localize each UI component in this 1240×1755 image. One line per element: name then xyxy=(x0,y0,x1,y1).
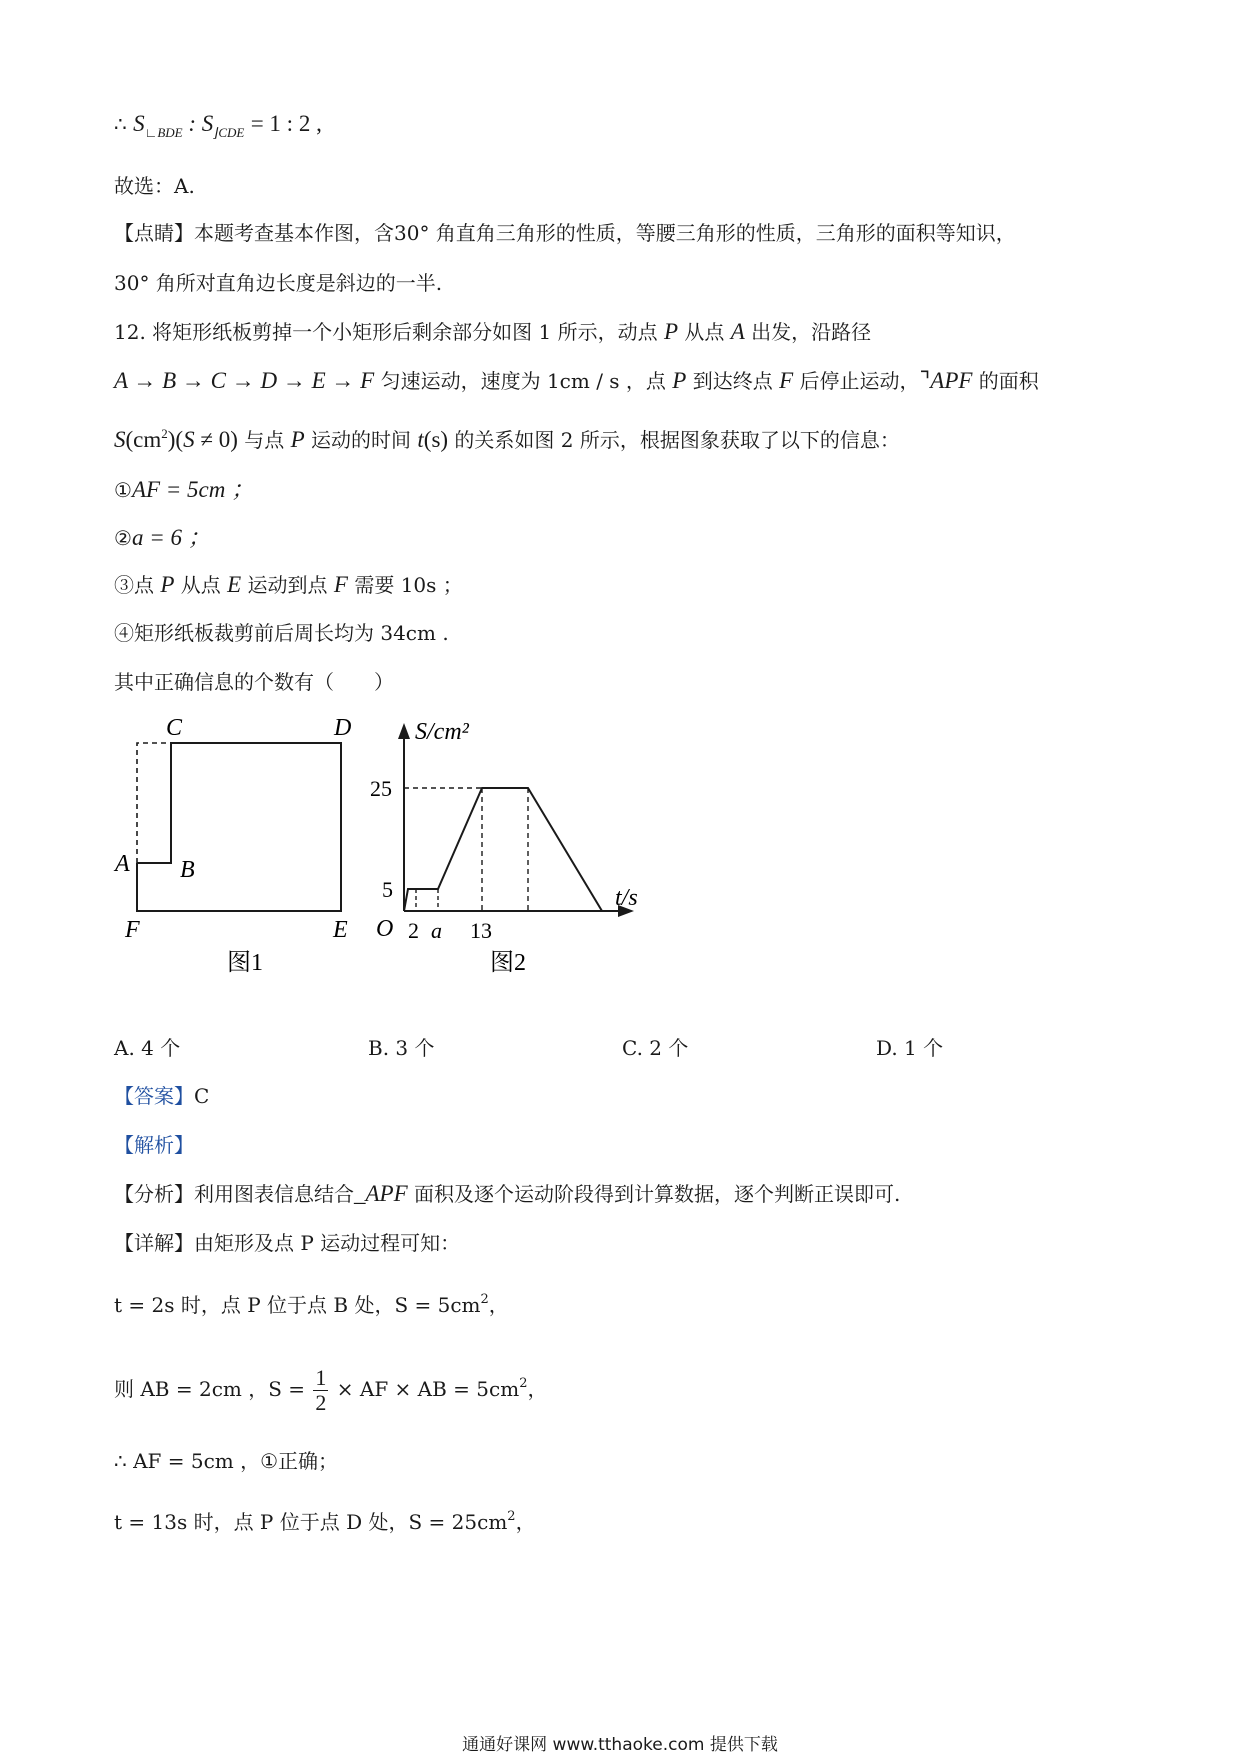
info-1: ①AF = 5cm ； xyxy=(114,477,255,502)
choice-a: A. 4 个 xyxy=(114,1036,181,1060)
label-e: E xyxy=(333,917,348,943)
dianjing-line-2: 30° 角所对直角边长度是斜边的一半. xyxy=(114,271,443,295)
question-12-line-3: $S(cm^2)(S \ne 0)$ 与点 P 运动的时间 t(s) 的关系如图 2 所示，根据图象获取了以下的信息： xyxy=(114,426,900,452)
half-fraction: $\frac{1}{2}$ xyxy=(315,1365,327,1415)
xiangjie-line: 【详解】由矩形及点 P 运动过程可知： xyxy=(114,1231,461,1255)
fenxi-line: 【分析】利用图表信息结合_APF 面积及逐个运动阶段得到计算数据，逐个判断正误即可. xyxy=(114,1181,901,1206)
y-axis-arrow xyxy=(398,723,410,739)
cut-rectangle-outline xyxy=(137,743,341,911)
info-2: ②a = 6 ； xyxy=(114,525,211,550)
label-b: B xyxy=(180,857,195,883)
label-c: C xyxy=(166,715,183,741)
label-f: F xyxy=(125,917,140,943)
figure-2-graph xyxy=(370,715,660,975)
answer-line xyxy=(114,1082,209,1110)
answer-choice-line: 故选：A. xyxy=(114,174,195,198)
fenxi-tag: 【分析】 xyxy=(114,1182,194,1206)
figure-2-caption: 图2 xyxy=(490,950,526,975)
origin-label: O xyxy=(376,916,394,942)
dianjing-tag: 【点睛】 xyxy=(114,221,194,245)
conclusion-ratio-line: ∴ $S_{∟BDE}$ : $S_{⌋CDE} = 1$ : 2 , xyxy=(114,111,322,140)
question-12-line-1: 12. 将矩形纸板剪掉一个小矩形后剩余部分如图 1 所示，动点 P 从点 A 出发，沿路径 xyxy=(114,319,872,344)
info-4: ④矩形纸板裁剪前后周长均为 34cm . xyxy=(114,621,449,645)
removed-corner-dashed xyxy=(137,743,171,863)
xtick-2: 2 xyxy=(408,918,419,943)
footer-source: 通通好课网 www.tthaoke.com 提供下载 xyxy=(462,1735,778,1755)
xiangjie-tag: 【详解】 xyxy=(114,1231,194,1255)
step-1: t = 2s 时，点 P 位于点 B 处，$S = 5cm^2$， xyxy=(114,1292,509,1317)
info-3: ③点 P 从点 E 运动到点 F 需要 10s ； xyxy=(114,572,463,597)
label-a: A xyxy=(115,851,130,877)
question-prompt: 其中正确信息的个数有（ ） xyxy=(114,670,394,694)
step-4: t = 13s 时，点 P 位于点 D 处，$S = 25cm^2$， xyxy=(114,1509,536,1534)
y-axis-label: S/cm² xyxy=(415,719,469,745)
ytick-25: 25 xyxy=(370,776,392,801)
motion-path: A → B → C → D → E → F xyxy=(114,368,375,393)
ratio-expression: $S_{∟BDE}$ : $S_{⌋CDE}$ xyxy=(133,111,245,140)
answer-tag: 【答案】 xyxy=(114,1084,194,1108)
choice-d: D. 1 个 xyxy=(876,1036,944,1060)
step-2: 则 AB = 2cm ，S = $\frac{1}{2}$ × AF × AB = $5cm^2$， xyxy=(114,1365,548,1415)
question-12-line-2: A → B → C → D → E → F 匀速运动，速度为 1cm / s ，点 P 到达终点 F 后停止运动，⌝APF 的面积 xyxy=(114,368,1039,393)
dianjing-line: 【点睛】本题考查基本作图，含30° 角直角三角形的性质，等腰三角形的性质，三角形的面积等知识， xyxy=(114,221,1016,245)
label-d: D xyxy=(334,715,352,741)
figure-1 xyxy=(110,715,370,975)
jiexi-line xyxy=(114,1131,194,1159)
answer-value: C xyxy=(194,1084,210,1108)
choice-b: B. 3 个 xyxy=(368,1036,435,1060)
figure-1-caption: 图1 xyxy=(227,950,263,975)
choice-c: C. 2 个 xyxy=(622,1036,689,1060)
jiexi-tag: 【解析】 xyxy=(114,1133,194,1157)
ytick-5: 5 xyxy=(382,877,393,902)
area-time-curve xyxy=(404,788,602,911)
x-axis-label: t/s xyxy=(615,885,638,911)
step-3: ∴ AF = 5cm ，①正确； xyxy=(114,1449,339,1473)
xtick-a: a xyxy=(431,918,442,943)
xtick-13: 13 xyxy=(470,918,492,943)
